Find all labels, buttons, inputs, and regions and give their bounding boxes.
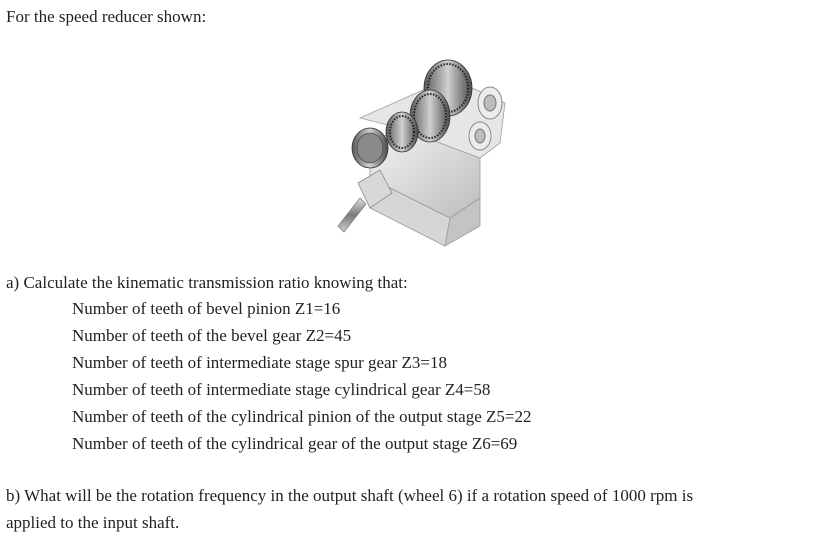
question-a-label: a) Calculate the kinematic transmission ratio knowing that:	[6, 273, 408, 292]
intro-text: For the speed reducer shown:	[6, 7, 207, 26]
question-b-line-1: b) What will be the rotation frequency in the output shaft (wheel 6) if a rotation speed of 1000 rpm is	[6, 486, 694, 505]
teeth-z6: Number of teeth of the cylindrical gear of the output stage Z6=69	[72, 434, 518, 453]
teeth-z5: Number of teeth of the cylindrical pinion of the output stage Z5=22	[72, 407, 532, 426]
question-b-line-2: applied to the input shaft.	[6, 513, 180, 532]
speed-reducer-gearbox-image	[330, 48, 520, 252]
teeth-z3: Number of teeth of intermediate stage spur gear Z3=18	[72, 353, 447, 372]
teeth-z4: Number of teeth of intermediate stage cylindrical gear Z4=58	[72, 380, 491, 399]
teeth-z2: Number of teeth of the bevel gear Z2=45	[72, 326, 352, 345]
teeth-z1: Number of teeth of bevel pinion Z1=16	[72, 299, 341, 318]
